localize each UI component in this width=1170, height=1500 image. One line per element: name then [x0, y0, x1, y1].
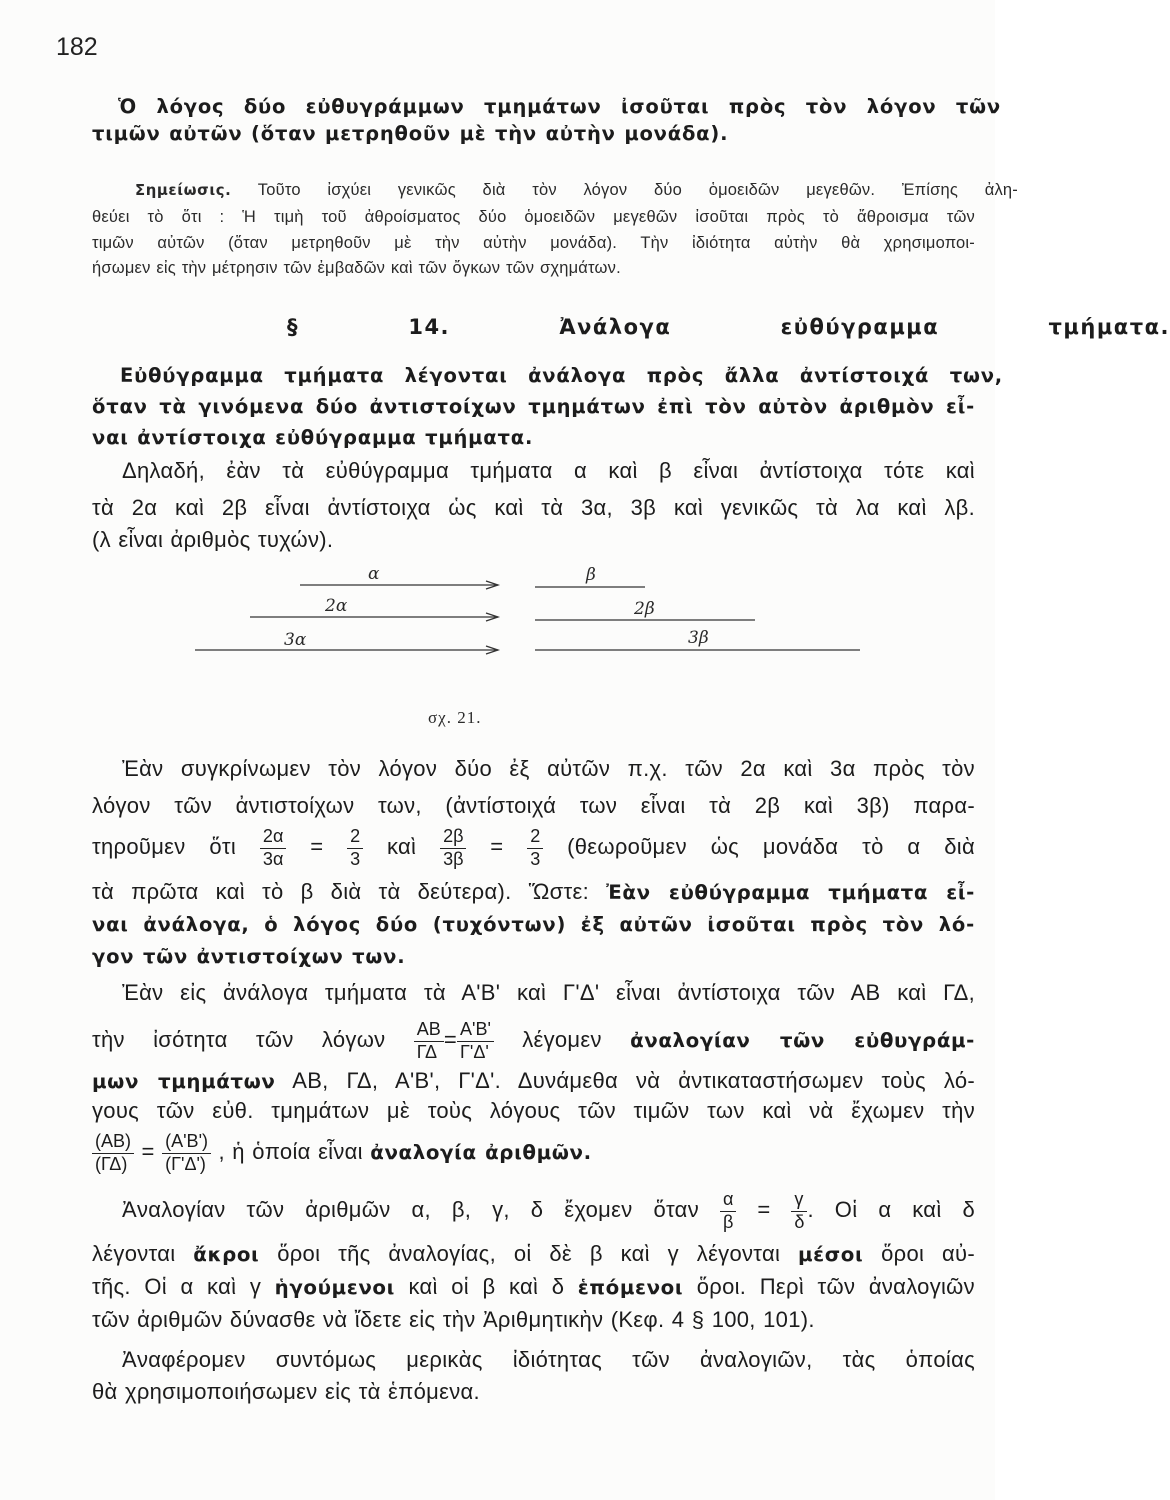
theorem-line: τιμῶν αὐτῶν (ὅταν μετρηθοῦν μὲ τὴν αὐτὴν μονάδα). — [92, 122, 729, 145]
paragraph-line — [92, 1239, 975, 1270]
fraction-numerator: α — [720, 1189, 736, 1212]
text-segment: ὅροι αὐ- — [881, 1241, 976, 1266]
fraction-denominator: β — [722, 1211, 734, 1232]
paragraph-line: γους τῶν εὐθ. τμημάτων μὲ τοὺς λόγους τῶν τιμῶν των καὶ νὰ ἔχωμεν τὴν — [92, 1098, 975, 1123]
text-segment: τῆς. Οἱ α καὶ γ — [92, 1274, 262, 1299]
text-segment: καὶ — [387, 834, 417, 859]
fraction — [92, 1131, 134, 1175]
fraction-denominator: (Γ'Δ') — [165, 1153, 206, 1174]
page-number: 182 — [56, 33, 98, 61]
definition-line: ὅταν τὰ γινόμενα δύο ἀντιστοίχων τμημάτων ἐπὶ τὸν αὐτὸν ἀριθμὸν εἶ- — [92, 395, 975, 418]
fraction-numerator: (ΑΒ) — [92, 1131, 134, 1154]
text-segment: τὰ πρῶτα καὶ τὸ β διὰ τὰ δεύτερα). Ὥστε: — [92, 879, 590, 904]
section-symbol: § — [287, 315, 299, 339]
paragraph-line — [92, 1272, 975, 1303]
fraction-numerator: (Α'Β') — [162, 1131, 211, 1154]
paragraph-line: Δηλαδή, ἐὰν τὰ εὐθύγραμμα τμήματα α καὶ β εἶναι ἀντίστοιχα τότε καὶ — [122, 458, 975, 483]
text-segment: ὅροι τῆς ἀναλογίας, οἱ δὲ β καὶ γ λέγονται — [277, 1241, 781, 1266]
section-number: 14. — [408, 315, 451, 339]
equals-sign: = — [490, 834, 504, 859]
paragraph-line: λόγον τῶν ἀντιστοίχων των, (ἀντίστοιχά των εἶναι τὰ 2β καὶ 3β) παρα- — [92, 793, 975, 818]
text-segment: ΑΒ, ΓΔ, Α'Β', Γ'Δ'. Δυνάμεθα νὰ ἀντικαταστήσωμεν τοὺς λό- — [292, 1068, 975, 1093]
text-segment: (θεωροῦμεν ὡς μονάδα τὸ α διὰ — [567, 834, 975, 859]
fraction-numerator: 2 — [527, 826, 543, 849]
text-segment: λέγονται — [92, 1241, 176, 1266]
paragraph-line: Ἐὰν εἰς ἀνάλογα τμήματα τὰ Α'Β' καὶ Γ'Δ' εἶναι ἀντίστοιχα τῶν ΑΒ καὶ ΓΔ, — [122, 980, 975, 1005]
label-2a: 2α — [325, 596, 348, 616]
equals-sign: = — [443, 1027, 457, 1052]
paragraph-line: (λ εἶναι ἀριθμὸς τυχών). — [92, 527, 334, 552]
fraction — [347, 826, 363, 870]
note-line — [135, 178, 1018, 202]
theorem-line: Ὁ λόγος δύο εὐθυγράμμων τμημάτων ἰσοῦται πρὸς τὸν λόγον τῶν — [118, 95, 1001, 118]
section-heading — [287, 312, 1170, 342]
paragraph-line: Ἐὰν συγκρίνωμεν τὸν λόγον δύο ἐξ αὐτῶν π.χ. τῶν 2α καὶ 3α πρὸς τὸν — [122, 756, 975, 781]
bold-term: ἀναλογία ἀριθμῶν. — [370, 1141, 592, 1164]
figure-caption: σχ. 21. — [428, 708, 482, 727]
bold-statement: Ἐὰν εὐθύγραμμα τμήματα εἶ- — [606, 881, 975, 904]
fraction-numerator: ΑΒ — [414, 1019, 444, 1042]
fraction — [440, 826, 466, 870]
fraction-denominator: 3 — [350, 848, 361, 869]
bold-term: ἀναλογίαν τῶν εὐθυγράμ- — [630, 1029, 975, 1052]
equals-sign: = — [757, 1197, 771, 1222]
bold-term: ἑπόμενοι — [577, 1276, 684, 1299]
fraction-denominator: δ — [794, 1211, 805, 1232]
equals-sign: = — [141, 1139, 155, 1164]
text-segment: ὅροι. Περὶ τῶν ἀναλογιῶν — [696, 1274, 975, 1299]
label-a: α — [368, 564, 380, 584]
paragraph-line — [92, 1012, 975, 1069]
bold-term: μων τμημάτων — [92, 1070, 276, 1093]
fraction — [457, 1019, 494, 1063]
label-3b: 3β — [688, 628, 709, 648]
text-segment: Ἀναλογίαν τῶν ἀριθμῶν α, β, γ, δ ἔχομεν ὅταν — [122, 1197, 699, 1222]
bold-term: ἄκροι — [193, 1243, 260, 1266]
paragraph-line — [92, 1124, 975, 1181]
bold-term: μέσοι — [798, 1243, 864, 1266]
fraction — [527, 826, 543, 870]
paragraph-line: γον τῶν ἀντιστοίχων των. — [92, 945, 406, 968]
paragraph-line — [122, 1182, 975, 1238]
fraction — [720, 1189, 736, 1233]
fraction-numerator: 2 — [347, 826, 363, 849]
fraction — [791, 1189, 807, 1233]
text-segment: , ἡ ὁποία εἶναι — [218, 1139, 363, 1164]
text-segment: λέγομεν — [522, 1027, 602, 1052]
paragraph-line — [92, 819, 975, 875]
note-line: ήσωμεν εἰς τὴν μέτρησιν τῶν ἐμβαδῶν καὶ τῶν ὄγκων τῶν σχημάτων. — [92, 259, 621, 277]
fraction-denominator: 3α — [262, 848, 284, 869]
fraction-numerator: γ — [791, 1189, 807, 1212]
paragraph-line — [92, 1066, 975, 1097]
fraction — [162, 1131, 211, 1175]
note-text: Τοῦτο ἰσχύει γενικῶς διὰ τὸν λόγον δύο ὁμοειδῶν μεγεθῶν. Ἐπίσης ἀλη- — [257, 181, 1018, 199]
text-segment: . Οἱ α καὶ δ — [807, 1197, 975, 1222]
definition-line: ναι ἀντίστοιχα εὐθύγραμμα τμήματα. — [92, 426, 534, 449]
fraction-denominator: Γ'Δ' — [459, 1041, 489, 1062]
fraction — [414, 1019, 444, 1063]
definition-line: Εὐθύγραμμα τμήματα λέγονται ἀνάλογα πρὸς ἄλλα ἀντίστοιχά των, — [120, 364, 1003, 387]
label-b: β — [586, 565, 596, 585]
fraction-denominator: ΓΔ — [416, 1041, 438, 1062]
fraction-denominator: 3β — [443, 848, 464, 869]
note-line: θεύει τὸ ὅτι : Ἡ τιμὴ τοῦ ἀθροίσματος δύο ὁμοειδῶν μεγεθῶν ἰσοῦται πρὸς τὸ ἄθροισμα τῶν — [92, 208, 975, 226]
fraction — [260, 826, 286, 870]
fraction-denominator: 3 — [530, 848, 541, 869]
text-segment: τηροῦμεν ὅτι — [92, 834, 237, 859]
fraction-numerator: Α'Β' — [457, 1019, 494, 1042]
paragraph-line: Ἀναφέρομεν συντόμως μερικὰς ἰδιότητας τῶν ἀναλογιῶν, τὰς ὁποίας — [122, 1347, 975, 1372]
paragraph-line — [92, 877, 975, 908]
fraction-numerator: 2α — [260, 826, 286, 849]
fraction-denominator: (ΓΔ) — [95, 1153, 128, 1174]
paragraph-line: τὰ 2α καὶ 2β εἶναι ἀντίστοιχα ὡς καὶ τὰ 3α, 3β καὶ γενικῶς τὰ λα καὶ λβ. — [92, 495, 975, 520]
bold-term: ἡγούμενοι — [274, 1276, 395, 1299]
text-segment: τὴν ἰσότητα τῶν λόγων — [92, 1027, 386, 1052]
label-3a: 3α — [284, 630, 307, 650]
figure-21 — [0, 555, 995, 705]
paragraph-line: θὰ χρησιμοποιήσωμεν εἰς τὰ ἑπόμενα. — [92, 1379, 480, 1404]
note-line: τιμῶν αὐτῶν (ὅταν μετρηθοῦν μὲ τὴν αὐτὴν μονάδα). Τὴν ἰδιότητα αὐτὴν θὰ χρησιμοποι- — [92, 234, 975, 252]
label-2b: 2β — [634, 599, 655, 619]
section-title: Ἀνάλογα εὐθύγραμμα τμήματα. — [559, 315, 1170, 339]
text-segment: καὶ οἱ β καὶ δ — [408, 1274, 565, 1299]
paragraph-line: ναι ἀνάλογα, ὁ λόγος δύο (τυχόντων) ἐξ αὐτῶν ἰσοῦται πρὸς τὸν λό- — [92, 913, 975, 936]
equals-sign: = — [310, 834, 324, 859]
note-label: Σημείωσις. — [135, 181, 232, 199]
fraction-numerator: 2β — [440, 826, 466, 849]
paragraph-line: τῶν ἀριθμῶν δύνασθε νὰ ἴδετε εἰς τὴν Ἀριθμητικὴν (Κεφ. 4 § 100, 101). — [92, 1307, 815, 1332]
